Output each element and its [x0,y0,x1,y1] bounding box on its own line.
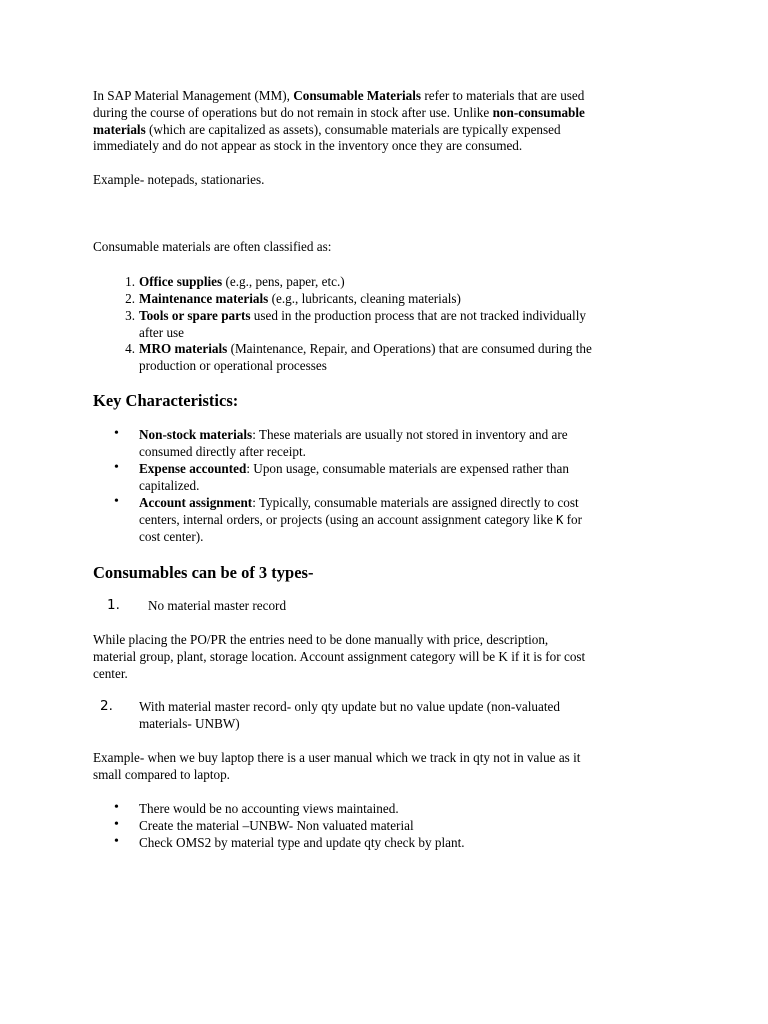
list-item-term: Account assignment [139,495,253,510]
intro-bold-term: materials [93,121,146,137]
bullet-icon: • [114,494,119,509]
list-item-term: Maintenance materials [139,291,269,306]
description-line: While placing the PO/PR the entries need to be done manually with price, description, [93,632,549,647]
list-item-text [139,274,699,291]
intro-text: In SAP Material Management (MM), [93,88,294,103]
list-number: 1. [125,274,135,289]
intro-bold-term: Consumable Materials [293,88,422,103]
list-item-text [139,341,699,375]
bullet-icon: • [114,426,119,441]
intro-line-1 [93,88,681,105]
list-item-continuation: for [563,511,583,527]
type-number: 2. [100,698,113,714]
list-item-text: There would be no accounting views maintained. [139,801,399,816]
type-label: No material master record [148,598,287,613]
description-line: center. [93,665,128,681]
list-item-continuation: after use [139,324,185,340]
intro-text: (which are capitalized as assets), consumable materials are typically expensed [145,121,561,137]
bullet-icon: • [114,834,119,849]
classified-intro: Consumable materials are often classified as: [93,239,332,254]
list-item-continuation: production or operational processes [139,357,327,373]
bullet-icon: • [114,800,119,815]
example-paragraph [93,750,681,784]
intro-line-4: immediately and do not appear as stock in the inventory once they are consumed. [93,138,523,154]
list-item-rest: (e.g., pens, paper, etc.) [222,274,345,289]
intro-text: during the course of operations but do not remain in stock after use. Unlike [93,104,493,120]
list-item-term: Expense accounted [139,461,247,476]
list-item-term: MRO materials [139,341,228,356]
list-number: 3. [125,308,135,323]
key-characteristics-heading: Key Characteristics: [93,391,239,410]
intro-line-2 [93,105,681,122]
example-line: small compared to laptop. [93,766,230,782]
list-item-rest: : These materials are usually not stored in inventory and are [252,427,568,442]
bullet-icon: • [114,817,119,832]
description-line: material group, plant, storage location. Account assignment category will be K if it is for cost [93,648,586,664]
type-label-line: With material master record- only qty update but no value update (non-valuated [139,699,560,714]
type-label [139,699,699,733]
list-item-continuation: capitalized. [139,477,200,493]
example-line: Example- when we buy laptop there is a user manual which we track in qty not in value as it [93,750,581,765]
type-label-line: materials- UNBW) [139,715,240,731]
list-item-text: Create the material –UNBW- Non valuated material [139,818,414,833]
list-item-term: Tools or spare parts [139,308,251,323]
list-item-text [139,461,699,495]
list-item-rest: (e.g., lubricants, cleaning materials) [268,291,461,306]
inline-code: K [556,512,564,527]
list-item-continuation: consumed directly after receipt. [139,443,306,459]
list-item-continuation: centers, internal orders, or projects (using an account assignment category like [139,511,557,527]
type1-description [93,632,681,682]
type-number: 1. [107,597,120,613]
list-item-text [139,308,699,342]
list-number: 2. [125,291,135,306]
intro-bold-term: non-consumable [492,104,585,120]
list-item-text [139,291,699,308]
list-item-rest: (Maintenance, Repair, and Operations) that are consumed during the [227,341,592,356]
list-item-term: Office supplies [139,274,223,289]
list-item-text [139,495,699,545]
intro-paragraph [93,88,681,155]
example-paragraph: Example- notepads, stationaries. [93,172,265,187]
list-item-text [139,427,699,461]
intro-line-3 [93,122,681,139]
list-item-rest: used in the production process that are not tracked individually [250,308,586,323]
list-item-term: Non-stock materials [139,427,253,442]
list-item-text: Check OMS2 by material type and update qty check by plant. [139,835,465,850]
intro-text: refer to materials that are used [421,88,585,103]
types-heading: Consumables can be of 3 types- [93,563,314,582]
list-item-rest: : Upon usage, consumable materials are expensed rather than [246,461,569,476]
list-item-rest: : Typically, consumable materials are assigned directly to cost [252,495,579,510]
bullet-icon: • [114,460,119,475]
list-item-continuation: cost center). [139,528,204,544]
list-number: 4. [125,341,135,356]
